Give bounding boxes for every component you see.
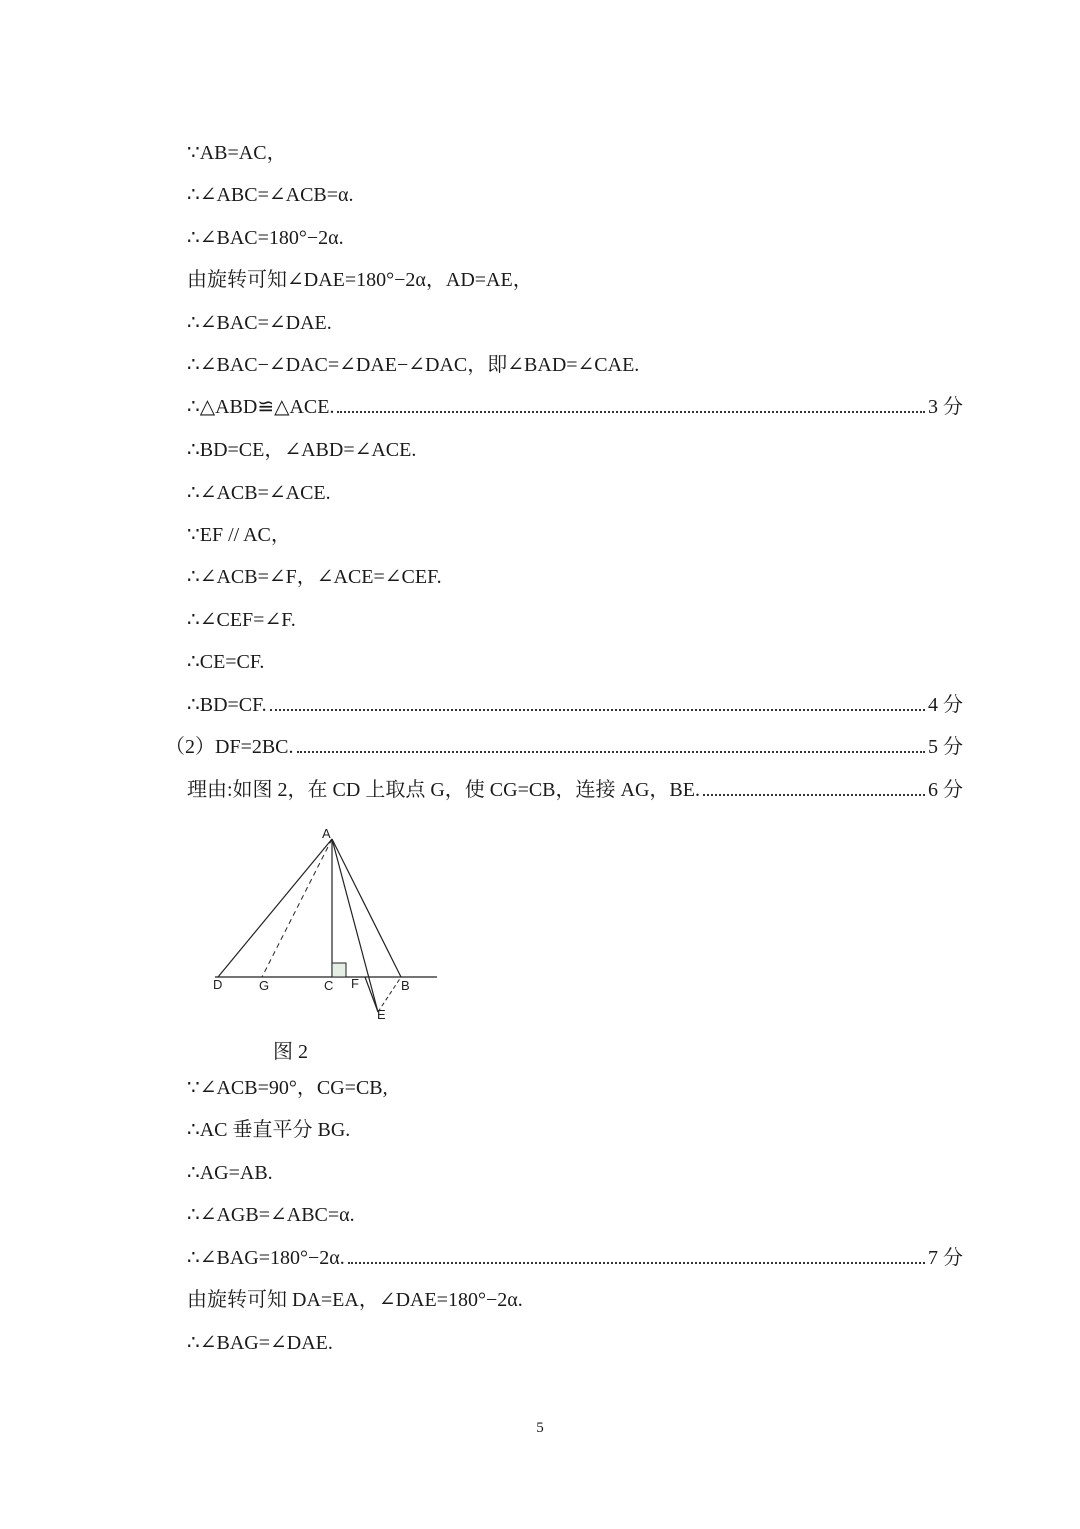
proof-line-18: ∴AC 垂直平分 BG. [187, 1119, 351, 1141]
dot-leader [337, 410, 925, 413]
proof-line-12: ∴∠CEF=∠F. [187, 609, 296, 631]
proof-line-3: ∴∠BAC=180°−2α. [187, 227, 344, 249]
reason-line-text: 理由:如图 2，在 CD 上取点 G，使 CG=CB，连接 AG，BE. [187, 779, 700, 801]
proof-line-8: ∴BD=CE，∠ABD=∠ACE. [187, 439, 417, 461]
proof-line-1: ∵AB=AC， [187, 142, 287, 164]
part-2-answer-text: （2）DF=2BC. [165, 736, 294, 758]
dot-leader [297, 750, 925, 753]
segment-AG-dashed [262, 839, 332, 977]
score-3: 3 分 [928, 396, 963, 418]
proof-line-13: ∴CE=CF. [187, 651, 265, 673]
proof-line-6: ∴∠BAC−∠DAC=∠DAE−∠DAC，即∠BAD=∠CAE. [187, 354, 640, 376]
proof-line-21 [187, 1245, 963, 1271]
label-F: F [351, 976, 359, 991]
proof-line-14-text: ∴BD=CF. [187, 694, 267, 716]
dot-leader [348, 1261, 925, 1264]
proof-line-19: ∴AG=AB. [187, 1162, 273, 1184]
proof-line-11: ∴∠ACB=∠F，∠ACE=∠CEF. [187, 566, 442, 588]
figure-caption: 图 2 [273, 1041, 308, 1063]
proof-line-2: ∴∠ABC=∠ACB=α. [187, 184, 354, 206]
label-C: C [324, 978, 334, 993]
score-5: 5 分 [928, 736, 963, 758]
label-B: B [401, 978, 410, 993]
proof-line-23: ∴∠BAG=∠DAE. [187, 1332, 333, 1354]
label-G: G [259, 978, 270, 993]
segment-AD [218, 839, 332, 977]
proof-line-9: ∴∠ACB=∠ACE. [187, 482, 331, 504]
proof-line-7 [187, 394, 963, 420]
label-E: E [377, 1007, 386, 1022]
proof-line-5: ∴∠BAC=∠DAE. [187, 312, 332, 334]
score-4: 4 分 [928, 694, 963, 716]
segment-AB [332, 839, 401, 977]
proof-line-14 [187, 692, 963, 718]
proof-line-10: ∵EF // AC， [187, 524, 291, 546]
proof-line-4: 由旋转可知∠DAE=180°−2α，AD=AE， [187, 269, 533, 291]
dot-leader [703, 793, 925, 796]
reason-line [187, 777, 963, 803]
proof-line-20: ∴∠AGB=∠ABC=α. [187, 1204, 355, 1226]
proof-line-21-text: ∴∠BAG=180°−2α. [187, 1247, 345, 1269]
part-2-answer [165, 734, 963, 760]
geometry-figure-2 [205, 822, 445, 1027]
dot-leader [270, 708, 925, 711]
proof-line-22: 由旋转可知 DA=EA，∠DAE=180°−2α. [187, 1289, 523, 1311]
page-number: 5 [536, 1420, 544, 1436]
proof-line-17: ∵∠ACB=90°，CG=CB, [187, 1077, 388, 1099]
label-D: D [213, 977, 223, 992]
score-7: 7 分 [928, 1247, 963, 1269]
proof-line-7-text: ∴△ABD≌△ACE. [187, 396, 335, 418]
label-A: A [322, 826, 331, 841]
score-6: 6 分 [928, 779, 963, 801]
right-angle-mark [332, 963, 346, 977]
